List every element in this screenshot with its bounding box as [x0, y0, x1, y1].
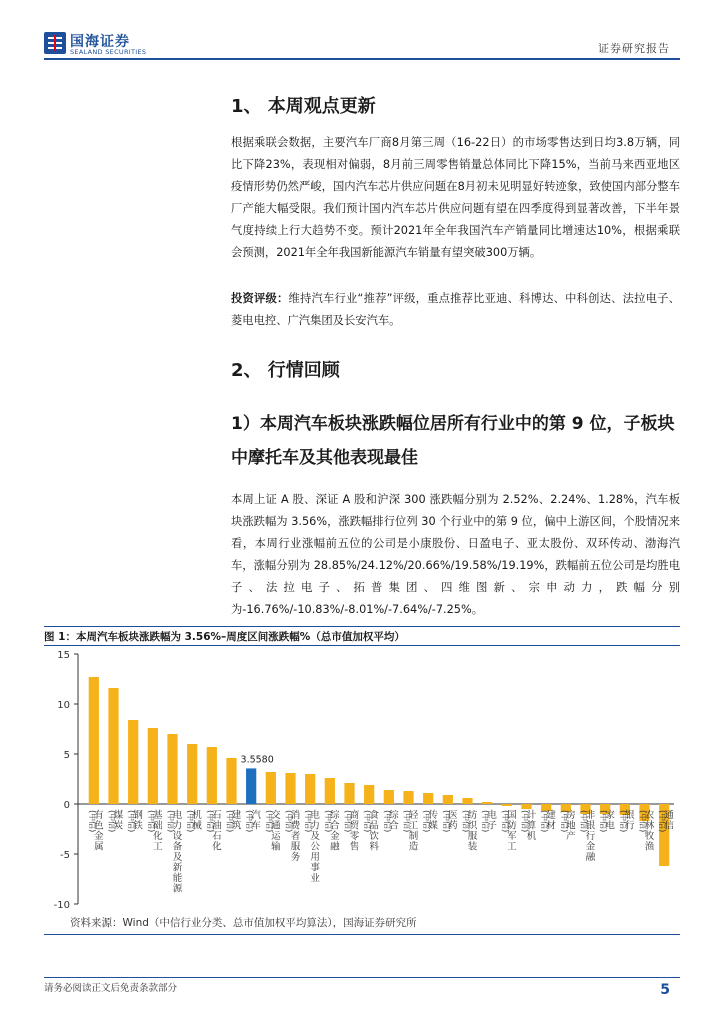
- x-tick-char: 信: [664, 820, 674, 832]
- x-tick-label: [285, 809, 301, 863]
- x-tick-prefix: (中信): [461, 810, 471, 833]
- x-tick-prefix: (中信): [481, 810, 491, 833]
- x-tick-prefix: (中信): [402, 810, 412, 833]
- bar: [128, 720, 138, 804]
- x-tick-label: [540, 809, 556, 832]
- x-tick-label: [88, 809, 104, 853]
- x-tick-char: 算: [526, 820, 537, 832]
- x-tick-char: 材: [546, 820, 556, 832]
- x-tick-char: 工: [153, 841, 163, 853]
- x-tick-prefix: (中信): [599, 810, 609, 833]
- x-tick-char: 综: [389, 810, 399, 821]
- bar-data-label: 3.5580: [240, 754, 274, 766]
- x-axis-labels: [88, 809, 675, 895]
- x-tick-prefix: (中信): [559, 810, 569, 833]
- x-tick-char: 电: [172, 810, 183, 821]
- x-tick-char: 机: [192, 810, 202, 821]
- x-tick-char: 合: [389, 820, 399, 832]
- bar: [344, 783, 354, 804]
- x-tick-char: 交: [271, 810, 281, 821]
- x-tick-char: 军: [507, 831, 517, 842]
- x-tick-label: [344, 809, 360, 853]
- x-tick-prefix: (中信): [382, 810, 392, 833]
- x-tick-char: 设: [172, 831, 183, 842]
- section-1-title: 1、 本周观点更新: [231, 96, 376, 117]
- x-tick-char: 化: [212, 841, 222, 853]
- x-tick-char: 铁: [133, 820, 143, 832]
- logo-chinese-name: 国海证券: [70, 34, 130, 50]
- x-tick-char: 贸: [349, 820, 360, 832]
- y-tick-label: 0: [63, 800, 70, 811]
- bar: [89, 677, 99, 804]
- x-tick-prefix: (中信): [205, 810, 215, 833]
- bar: [266, 772, 276, 804]
- x-tick-char: 基: [153, 810, 163, 821]
- bar: [167, 734, 177, 804]
- bar: [325, 778, 335, 804]
- x-tick-prefix: (中信): [284, 810, 294, 833]
- x-tick-char: 业: [310, 873, 320, 884]
- x-tick-char: 石: [212, 831, 222, 842]
- section-2-subtitle: 1）本周汽车板块涨跌幅位居所有行业中的第 9 位，子板块中摩托车及其他表现最佳: [231, 414, 675, 468]
- x-tick-char: 运: [271, 831, 281, 842]
- x-tick-label: [206, 810, 222, 853]
- x-tick-prefix: (中信): [186, 810, 196, 833]
- x-tick-char: 装: [467, 841, 478, 853]
- rating-label: 投资评级：: [231, 292, 289, 305]
- x-tick-label: [304, 809, 320, 884]
- x-tick-char: 筑: [231, 820, 242, 832]
- x-tick-char: 金: [585, 841, 596, 853]
- y-tick-label: -5: [60, 850, 70, 861]
- x-tick-char: 钢: [133, 810, 143, 821]
- x-tick-label: [619, 809, 635, 832]
- bar: [305, 774, 315, 804]
- y-tick-label: -10: [53, 900, 70, 911]
- x-tick-char: 药: [448, 820, 458, 832]
- x-tick-label: [481, 809, 497, 832]
- bar: [187, 744, 197, 804]
- x-tick-char: 能: [172, 873, 183, 884]
- x-tick-char: 制: [408, 831, 419, 842]
- x-tick-label: [580, 809, 596, 863]
- x-tick-prefix: (中信): [520, 810, 530, 833]
- x-tick-label: [599, 809, 615, 832]
- x-tick-char: 售: [349, 841, 360, 853]
- x-tick-prefix: (中信): [579, 810, 589, 833]
- x-tick-char: 家: [605, 810, 615, 821]
- x-tick-char: 建: [546, 810, 556, 821]
- x-tick-label: [462, 809, 478, 853]
- report-type-label: 证券研究报告: [598, 42, 670, 55]
- x-tick-char: 服: [467, 831, 478, 842]
- x-tick-char: 建: [231, 810, 242, 821]
- x-tick-char: 用: [310, 852, 320, 863]
- bar: [502, 804, 512, 806]
- x-tick-char: 及: [310, 831, 320, 842]
- x-tick-label: [324, 809, 340, 853]
- x-tick-char: 汽: [251, 810, 261, 821]
- x-tick-char: 纺: [467, 810, 478, 821]
- x-tick-char: 房: [566, 810, 576, 821]
- x-tick-char: 综: [330, 810, 340, 821]
- bar: [521, 804, 531, 809]
- x-tick-label: [383, 809, 399, 832]
- x-tick-label: [245, 809, 261, 832]
- bar: [207, 747, 217, 804]
- x-tick-char: 融: [330, 841, 340, 853]
- x-tick-char: 输: [271, 841, 281, 853]
- x-tick-char: 有: [94, 810, 104, 821]
- x-tick-char: 品: [369, 820, 379, 832]
- bar: [364, 785, 374, 804]
- x-tick-char: 地: [566, 820, 576, 832]
- x-tick-char: 备: [172, 841, 183, 853]
- x-tick-prefix: (中信): [225, 810, 235, 833]
- x-tick-char: 械: [192, 820, 202, 832]
- y-tick-label: 10: [57, 700, 70, 711]
- x-tick-char: 产: [566, 831, 576, 842]
- industry-return-bar-chart: [44, 646, 680, 912]
- x-tick-char: 金: [94, 831, 104, 842]
- x-tick-label: [147, 809, 163, 853]
- header-divider: [44, 58, 680, 60]
- x-tick-char: 色: [94, 820, 104, 832]
- x-tick-char: 食: [369, 810, 379, 821]
- x-tick-char: 电: [605, 820, 615, 832]
- x-tick-char: 商: [349, 810, 360, 821]
- x-tick-prefix: (中信): [264, 810, 274, 833]
- company-logo: [44, 30, 154, 58]
- x-tick-prefix: (中信): [166, 810, 176, 833]
- x-tick-char: 牧: [644, 831, 655, 842]
- x-tick-char: 事: [310, 862, 320, 874]
- x-tick-char: 渔: [644, 841, 655, 853]
- x-tick-label: [363, 809, 379, 853]
- section-1-paragraph: 根据乘联会数据，主要汽车厂商8月第三周（16-22日）的市场零售达到日均3.8万辆，同比下降23%，表现相对偏弱，8月前三周零售销量总体同比下降15%，当前马来西亚地区疫情形势仍然严峻，国内汽车芯片供应问题在8月初未见明显好转迹象，致使国内部分整车厂产能大幅受限。我们预计国内汽车芯片供应问题有望在四季度得到显著改善，下半年景气度持续上行大趋势不变。预计2021年全年我国汽车产销量同比增速达10%，根据乘联会预测，2021年全年我国新能源汽车销量有望突破300万辆。: [231, 136, 680, 259]
- x-tick-char: 计: [526, 810, 537, 821]
- figure-caption: 图 1：本周汽车板块涨跌幅为 3.56%–周度区间涨跌幅%（总市值加权平均）: [44, 631, 405, 643]
- bar: [462, 798, 472, 804]
- x-tick-label: [658, 810, 674, 832]
- bar: [285, 773, 295, 804]
- x-tick-char: 公: [310, 841, 320, 853]
- x-tick-char: 煤: [113, 810, 124, 821]
- x-tick-char: 轻: [408, 810, 419, 821]
- y-tick-label: 5: [63, 750, 70, 761]
- x-tick-char: 工: [408, 820, 419, 832]
- x-tick-prefix: (中信): [146, 810, 156, 833]
- x-tick-char: 费: [290, 820, 301, 832]
- investment-rating-paragraph: [231, 288, 680, 332]
- x-tick-char: 金: [330, 831, 340, 842]
- x-tick-prefix: (中信): [658, 810, 668, 833]
- x-tick-char: 林: [644, 820, 655, 832]
- bar: [246, 768, 256, 804]
- x-tick-char: 电: [310, 810, 320, 821]
- x-tick-char: 础: [153, 820, 163, 832]
- x-tick-char: 行: [585, 831, 596, 842]
- bar: [403, 791, 413, 804]
- figure-caption-bar: [44, 626, 680, 646]
- x-tick-char: 油: [212, 820, 222, 832]
- x-tick-char: 力: [172, 820, 183, 832]
- x-tick-char: 电: [487, 810, 497, 821]
- x-tick-prefix: (中信): [107, 810, 117, 833]
- x-tick-prefix: (中信): [323, 810, 333, 833]
- x-tick-char: 农: [644, 810, 655, 821]
- x-tick-char: 车: [251, 820, 261, 832]
- x-tick-label: [639, 809, 655, 853]
- x-tick-prefix: (中信): [304, 810, 314, 833]
- x-tick-char: 银: [625, 810, 635, 821]
- x-tick-char: 造: [408, 841, 419, 853]
- x-tick-char: 零: [349, 831, 360, 842]
- x-tick-prefix: (中信): [500, 810, 510, 833]
- x-tick-char: 合: [330, 820, 340, 832]
- x-tick-char: 化: [153, 831, 163, 842]
- x-tick-label: [186, 809, 202, 832]
- x-tick-label: [403, 809, 419, 853]
- x-tick-prefix: (中信): [245, 810, 255, 833]
- x-tick-char: 及: [172, 852, 183, 863]
- x-tick-char: 融: [585, 852, 596, 863]
- bar: [443, 795, 453, 804]
- x-tick-prefix: (中信): [638, 810, 648, 833]
- bar: [148, 728, 158, 804]
- footer-divider: [44, 977, 680, 978]
- x-tick-char: 消: [290, 810, 301, 821]
- x-tick-char: 新: [172, 862, 183, 874]
- x-tick-label: [167, 809, 183, 895]
- bar: [423, 793, 433, 804]
- x-tick-prefix: (中信): [422, 810, 432, 833]
- x-tick-label: [521, 809, 537, 842]
- x-tick-label: [127, 809, 143, 832]
- x-tick-char: 服: [290, 841, 301, 853]
- figure-source: 资料来源：Wind（中信行业分类、总市值加权平均算法），国海证券研究所: [70, 917, 417, 929]
- x-tick-char: 料: [369, 841, 379, 853]
- x-tick-char: 通: [271, 820, 281, 832]
- rating-text: 维持汽车行业“推荐”评级，重点推荐比亚迪、科博达、中科创达、法拉电子、菱电电控、广汽集团及长安汽车。: [231, 292, 680, 327]
- x-tick-char: 防: [507, 820, 517, 832]
- x-tick-char: 源: [172, 883, 183, 895]
- bar: [482, 802, 492, 804]
- x-tick-label: [422, 809, 438, 832]
- x-tick-char: 属: [94, 841, 104, 853]
- section-2-title: 2、 行情回顾: [231, 360, 340, 381]
- logo-english-name: SEALAND SECURITIES: [70, 48, 147, 56]
- x-tick-char: 者: [290, 831, 301, 842]
- bar: [226, 758, 236, 804]
- x-tick-char: 医: [448, 810, 458, 821]
- x-tick-label: [265, 809, 281, 853]
- footer-disclaimer: 请务必阅读正文后免责条款部分: [44, 983, 178, 994]
- x-tick-prefix: (中信): [618, 810, 628, 833]
- x-tick-label: [560, 809, 576, 842]
- bar: [108, 688, 118, 804]
- x-tick-label: [226, 809, 242, 832]
- y-tick-label: 15: [57, 650, 70, 661]
- x-tick-char: 机: [526, 831, 537, 842]
- x-tick-char: 行: [625, 820, 635, 832]
- x-tick-label: [108, 809, 124, 832]
- section-2-paragraph: 本周上证 A 股、深证 A 股和沪深 300 涨跌幅分别为 2.52%、2.24%、1.28%，汽车板块涨跌幅为 3.56%，涨跌幅排行位列 30 个行业中的第 9 位，偏中上游区间，个股情况来看，本周行业涨幅前五位的公司是小康股份、日盈电子、亚太股份、双环传动、渤海汽车，涨幅分别为 28.85%/24.12%/20.66%/19.58%/19.19%，跌幅前五位公司是均胜电子、法拉电子、拓普集团、四维图新、宗申动力，跌幅分别为-16.76%/-10.83%/-8.01%/-7.64%/-7.25%。: [231, 493, 680, 616]
- x-tick-char: 饮: [369, 831, 379, 842]
- y-axis: [54, 650, 674, 911]
- page-number: 5: [660, 982, 670, 998]
- x-tick-char: 力: [310, 820, 320, 832]
- x-tick-char: 通: [664, 810, 674, 821]
- x-tick-char: 工: [507, 841, 517, 853]
- x-tick-prefix: (中信): [441, 810, 451, 833]
- x-tick-label: [501, 810, 517, 853]
- sealand-logo-icon: [44, 32, 66, 54]
- x-tick-prefix: (中信): [363, 810, 373, 833]
- x-tick-char: 传: [428, 810, 438, 821]
- x-tick-char: 石: [212, 810, 222, 821]
- x-tick-char: 非: [585, 810, 596, 821]
- bar: [384, 790, 394, 804]
- x-tick-prefix: (中信): [127, 810, 137, 833]
- x-tick-char: 子: [487, 820, 497, 832]
- x-tick-prefix: (中信): [343, 810, 353, 833]
- x-tick-char: 媒: [428, 820, 438, 832]
- source-divider: [44, 934, 680, 935]
- x-tick-label: [442, 810, 458, 832]
- x-tick-char: 银: [585, 820, 596, 832]
- x-tick-char: 织: [467, 820, 478, 832]
- x-tick-char: 务: [290, 852, 301, 863]
- x-tick-prefix: (中信): [540, 810, 550, 833]
- x-tick-char: 炭: [113, 820, 124, 832]
- x-tick-char: 国: [507, 810, 517, 821]
- x-tick-prefix: (中信): [87, 810, 97, 833]
